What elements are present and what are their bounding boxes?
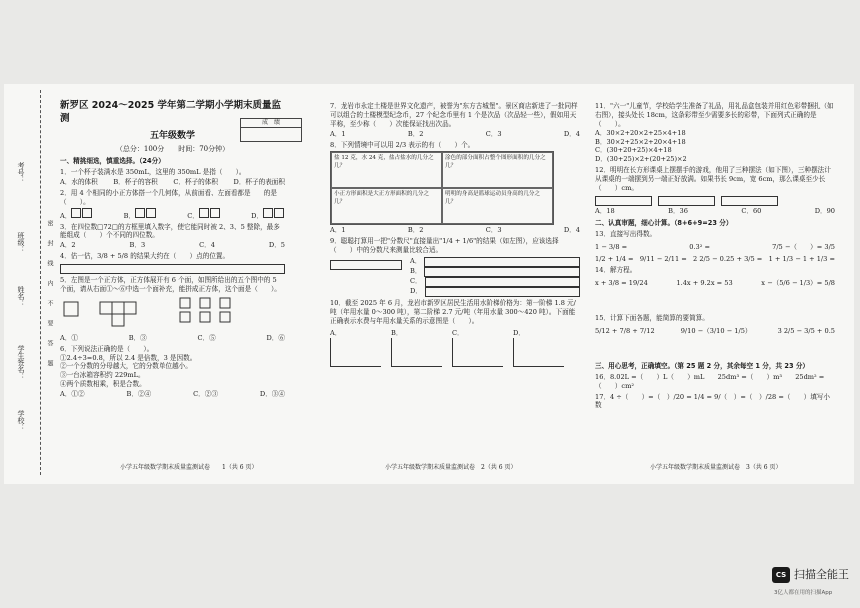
- ruler-option: [410, 267, 580, 277]
- number-line-figure: [60, 264, 285, 274]
- fraction-ruler: [425, 287, 580, 297]
- option: D．90: [814, 206, 835, 215]
- fraction-ruler-options: [410, 257, 580, 297]
- option: D．4: [563, 129, 580, 138]
- scanner-tagline: 3亿人都在用的扫描App: [774, 590, 833, 596]
- option: B．③: [128, 333, 147, 342]
- option: C．3: [485, 129, 502, 138]
- graph-axes: [391, 338, 442, 367]
- calc-item: 7/5 −（ ）= 3/5: [772, 242, 835, 251]
- option: A．水的体积: [60, 177, 98, 186]
- calc-item: 1 + 1/3 − 1 + 1/3 =: [768, 255, 835, 264]
- question-10: 10．截至 2025 年 6 月，龙岩市新罗区居民生活用水阶梯价格为：第一阶梯 1.8 元/吨（年用水量 0～300 吨），第二阶梯 2.7 元/吨（年用水量 300～420 吨）。下面能正确表示水费与年用水量关系的示意图是（ ）。: [330, 299, 576, 325]
- cube-figure: [135, 208, 145, 218]
- graph-option: [513, 329, 564, 367]
- arrangement-bar: [658, 196, 715, 206]
- option: B．②④: [126, 390, 152, 399]
- school-label: 学校：: [17, 410, 25, 431]
- question-11: 11．"六一"儿童节，学校给学生准备了礼品，用礼品盒包装并用红色彩带捆扎（如右图），接头处长 18cm，这条彩带至少需要多长的彩带，下面列式正确的是（ ）。: [595, 102, 834, 128]
- seal-char: 封: [46, 240, 53, 249]
- option: C．⑤: [197, 333, 216, 342]
- class-label: 班级：: [17, 232, 25, 253]
- ruler-option: [410, 257, 580, 267]
- option-label: D．: [410, 287, 422, 296]
- option: B．2: [407, 226, 424, 235]
- section-1-heading: 一、精挑细选，慎重选择。（24分）: [60, 157, 165, 166]
- option-label: C．: [187, 211, 199, 220]
- arrangement-bar: [721, 196, 778, 206]
- question-14: 14．解方程。: [595, 266, 637, 275]
- option: D．5: [268, 241, 285, 250]
- cube-figure: [71, 208, 81, 218]
- graph-option: [330, 329, 381, 367]
- calc-item: 9/11 − 2/11 =: [639, 255, 687, 264]
- question-17: 17．4 ÷（ ）=（ ）/20 = 1/4 = 9/（ ）=（ ）/28 =（ ）填写小数: [595, 392, 831, 410]
- option-label: A．: [410, 257, 422, 266]
- option: A．1: [330, 226, 346, 235]
- question-6: 6．下列说法正确的是（ ）。: [60, 344, 154, 353]
- option-label: C．: [452, 328, 464, 337]
- question-6-statement: ④两个质数相乘，积是合数。: [60, 380, 146, 389]
- binding-strip: [8, 90, 58, 475]
- cube-net-figure: [60, 294, 280, 330]
- option-label: D．: [513, 328, 525, 337]
- question-1: 1．一个杯子装满水是 350mL，这里的 350mL 是指（ ）。: [60, 168, 246, 177]
- option: C．4: [199, 241, 215, 250]
- expression-item: 3 2/5 − 3/5 + 0.5: [777, 327, 835, 336]
- question-6-options: [60, 390, 285, 399]
- option: D．4: [563, 226, 580, 235]
- option-label: D．: [251, 211, 263, 220]
- question-11-option: B．30×2+25×2+20×4+18: [595, 137, 686, 146]
- question-7: 7．龙岩市永定土楼是世界文化遗产，被誉为"东方古城堡"。景区商店新进了一批同样可以组合的土楼模型纪念币，27 个纪念币里有 1 个是次品（次品轻一些），假如用天平称，至少称（ ）次能保证找出次品。: [330, 102, 578, 128]
- scenario-cell: 涂色的部分面积占整个图形面积的几分之几？: [442, 152, 553, 188]
- fraction-ruler: [330, 260, 402, 270]
- name-label: 姓名：: [17, 286, 25, 307]
- equation-item: x + 3/8 = 19/24: [595, 279, 648, 288]
- question-13: 13．直接写出得数。: [595, 229, 657, 238]
- option: A．18: [595, 206, 615, 215]
- cube-figure: [263, 208, 273, 218]
- option: C．3: [485, 226, 502, 235]
- question-16: 16．8.02L =（ ）L（ ）mL 25dm³ =（ ）m³ 25dm² =（ ）cm²: [595, 372, 825, 390]
- calc-item: 2 2/5 − 0.25 + 3/5 =: [693, 255, 763, 264]
- option: [187, 208, 221, 221]
- question-13-row: [595, 255, 835, 264]
- option-label: A．: [330, 328, 342, 337]
- score-box: [240, 118, 302, 142]
- scenario-cell: 小正方形面积是大正方形面积的几分之几？: [331, 188, 442, 224]
- exam-number-label: 考号：: [17, 162, 25, 183]
- fraction-rulers: [330, 257, 580, 297]
- seal-char: 要: [46, 320, 53, 329]
- cube-figure: [82, 208, 92, 218]
- option: A．①: [60, 333, 78, 342]
- question-5: 5．左图是一个正方体，正方体展开有 6 个面，如图所给出的五个图中的 5 个面，请从右面①～⑥中选一个面补充，能拼成正方体，这个面是（ ）。: [60, 276, 281, 293]
- question-8: 8．下列情境中可以用 2/3 表示的有（ ）个。: [330, 140, 475, 149]
- question-2: 2．用 4 个相同的小正方体搭一个几何体，从前面看、左面看都是 的是（ ）。: [60, 188, 277, 206]
- ruler-option: [410, 277, 580, 287]
- option: B．杯子的容积: [113, 177, 158, 186]
- exam-meta: （总分：100分 时间：70分钟）: [115, 144, 230, 153]
- option-label: C．: [410, 277, 422, 286]
- equation-item: x −（5/6 − 1/3）= 5/8: [761, 279, 835, 288]
- section-3-heading: 三、用心思考，正确填空。（第 25 题 2 分，其余每空 1 分，共 23 分）: [595, 361, 810, 370]
- option-label: B．: [410, 267, 422, 276]
- question-10-graphs: [330, 329, 580, 367]
- score-box-label: 成 绩: [241, 119, 301, 128]
- seal-char: 线: [46, 260, 53, 269]
- page-2-footer: 小学五年级数学期末质量监测试卷 2（共 6 页）: [385, 464, 517, 471]
- option: A．2: [60, 241, 76, 250]
- ruler-option: [410, 287, 580, 297]
- calc-item: 1 − 3/8 =: [595, 242, 628, 251]
- fraction-ruler: [424, 257, 580, 267]
- option: B．36: [668, 206, 688, 215]
- question-1-options: [60, 178, 285, 187]
- scenario-cell: 明明的身高是篮球运动员身高的几分之几？: [442, 188, 553, 224]
- expression-item: 9/10 −（3/10 − 1/5）: [680, 327, 752, 336]
- page-3: [595, 100, 835, 410]
- cube-figure: [146, 208, 156, 218]
- seal-char: 题: [46, 360, 53, 369]
- book-arrangement-figure: [595, 196, 835, 206]
- fraction-ruler: [424, 267, 580, 277]
- exam-title: 新罗区 2024～2025 学年第二学期小学期末质量监测: [60, 100, 281, 124]
- option-label: B．: [123, 211, 136, 220]
- question-15: 15．计算下面各题，能简算的要简算。: [595, 314, 709, 323]
- question-3: 3．在四位数□72□的方框里填入数字，使它能同时被 2、3、5 整除，最多能组成（ ）个不同的四位数。: [60, 222, 280, 240]
- seal-char: 密: [46, 220, 53, 229]
- option: B．2: [407, 129, 424, 138]
- question-15-row: [595, 327, 835, 336]
- question-8-options: [330, 226, 580, 235]
- scanner-logo: CS: [772, 567, 790, 583]
- option: D．③④: [259, 390, 285, 399]
- option: A．①②: [60, 390, 85, 399]
- question-14-row: [595, 279, 835, 288]
- option: D．⑥: [266, 333, 285, 342]
- graph-option: [452, 329, 503, 367]
- graph-option: [391, 329, 442, 367]
- question-12: 12．明明在长方形课桌上摆摆手的游戏，他用了三种摆法（如下图），三种摆法计从课桌的一端摆到另一端正好放满。如果书长 9cm，宽 6cm，那么课桌至少长（ ）cm。: [595, 166, 831, 193]
- question-5-options: [60, 334, 285, 343]
- question-11-option: D．(30+25)×2+(20+25)×2: [595, 155, 687, 164]
- seal-line: [40, 90, 41, 475]
- graph-axes: [513, 338, 564, 367]
- question-8-scenario-grid: [330, 151, 554, 225]
- question-2-options: [60, 208, 285, 221]
- question-9: 9．聪聪打算用一把"分数尺"直接量出"1/4 + 1/6"的结果（如左图），应该选择（ ）中的分数尺来测量比较合适。: [330, 237, 559, 255]
- question-6-statement: ①2.4÷3=0.8，所以 2.4 是倍数，3 是因数。: [60, 353, 197, 362]
- question-6-statement: ③一台冰箱容积约 229mL。: [60, 371, 145, 380]
- seal-char: 答: [46, 340, 53, 349]
- scanner-app-name: 扫描全能王: [794, 568, 849, 581]
- option: C．杯子的体积: [173, 177, 218, 186]
- question-3-options: [60, 241, 285, 250]
- exam-subtitle: 五年级数学: [149, 130, 195, 141]
- question-6-statement: ②一个分数的分母越大，它的分数单位越小。: [60, 362, 192, 371]
- option: B．3: [129, 241, 146, 250]
- seal-char: 不: [46, 300, 53, 309]
- cube-figure: [210, 208, 220, 218]
- question-12-options: [595, 207, 835, 216]
- equation-item: 1.4x + 9.2x = 53: [676, 279, 733, 288]
- option-label: A．: [60, 211, 72, 220]
- page-3-footer: 小学五年级数学期末质量监测试卷 3（共 6 页）: [650, 464, 782, 471]
- question-4: 4．估一估，3/8 + 5/8 的结果大约在（ ）点的位置。: [60, 252, 230, 261]
- option: [251, 208, 285, 221]
- student-signature-label: 学生签名：: [17, 345, 25, 380]
- option: D．杯子的表面积: [233, 177, 285, 186]
- page-2: [330, 100, 580, 367]
- calc-item: 0.3² =: [689, 242, 711, 251]
- arrangement-bar: [595, 196, 652, 206]
- seal-char: 内: [46, 280, 53, 289]
- option: A．1: [330, 129, 346, 138]
- question-7-options: [330, 130, 580, 139]
- graph-axes: [452, 338, 503, 367]
- page-1: [60, 100, 285, 399]
- calc-item: 1/2 + 1/4 =: [595, 255, 634, 264]
- page-1-footer: 小学五年级数学期末质量监测试卷 1（共 6 页）: [120, 464, 258, 471]
- graph-axes: [330, 338, 381, 367]
- option: [124, 208, 157, 221]
- question-11-option: A．30×2+20×2+25×4+18: [595, 128, 686, 137]
- option: C．②③: [193, 390, 218, 399]
- expression-item: 5/12 + 7/8 + 7/12: [595, 327, 655, 336]
- option: [60, 208, 93, 221]
- question-11-option: C．(30+20+25)×4+18: [595, 146, 672, 155]
- option-label: B．: [391, 328, 403, 337]
- fraction-ruler: [425, 277, 580, 287]
- section-2-heading: 二、认真审题，细心计算。（8+6+9=23 分）: [595, 218, 733, 227]
- cube-figure: [199, 208, 209, 218]
- question-13-row: [595, 243, 835, 252]
- option: C．60: [741, 206, 762, 215]
- scenario-cell: 盐 12 克，水 24 克，盐占盐水的几分之几？: [331, 152, 442, 188]
- cube-figure: [274, 208, 284, 218]
